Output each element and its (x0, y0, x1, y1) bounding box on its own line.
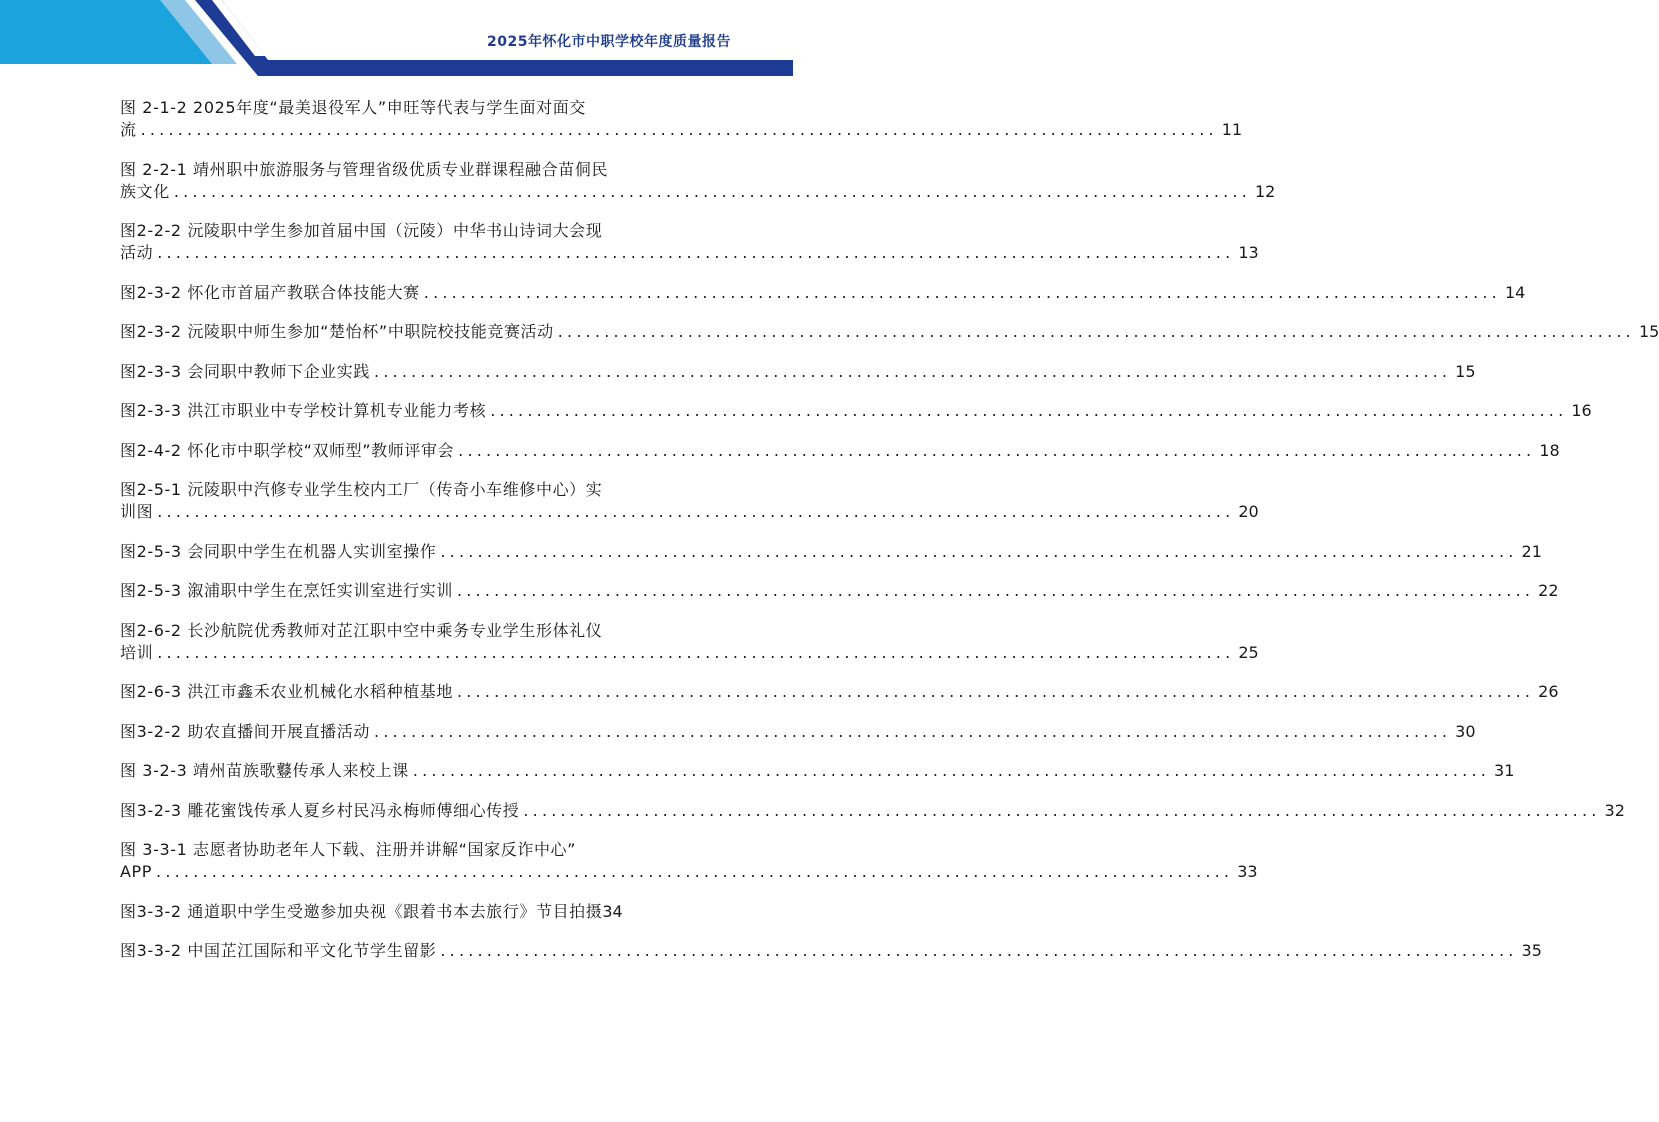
toc-entry-text: 图 3-2-3 靖州苗族歌鼟传承人来校上课 (120, 761, 409, 780)
toc-entry-text: 图2-5-3 会同职中学生在机器人实训室操作 (120, 541, 437, 561)
toc-leader-dots: .................................................................................................................... (157, 642, 1235, 662)
toc-entry[interactable] (120, 361, 1476, 383)
toc-page-number: 31 (1494, 761, 1515, 780)
toc-entry-text: 培训 (120, 642, 154, 662)
toc-entry-text: 图2-4-2 怀化市中职学校“双师型”教师评审会 (120, 440, 455, 460)
toc-leader-dots: .................................................................................................................... (440, 541, 1518, 561)
toc-page-number: 21 (1521, 541, 1542, 561)
toc-entry[interactable] (120, 620, 1259, 664)
toc-page-number: 30 (1455, 721, 1476, 741)
page-header (0, 0, 793, 80)
toc-entry-text: 训图 (120, 502, 154, 521)
toc-page-number: 35 (1521, 941, 1542, 960)
toc-entry[interactable] (120, 541, 1542, 563)
toc-entry[interactable] (120, 681, 1559, 703)
toc-entry-line1: 图 2-1-2 2025年度“最美退役军人”申旺等代表与学生面对面交 (120, 98, 586, 117)
toc-leader-dots: .................................................................................................................... (412, 761, 1491, 780)
toc-entry-text: 流 (120, 120, 137, 139)
toc-page-number: 32 (1604, 800, 1625, 820)
toc-leader-dots: .................................................................................................................... (373, 361, 1452, 381)
toc-page-number: 12 (1254, 181, 1276, 201)
toc-leader-dots: .................................................................................................................... (523, 800, 1601, 820)
toc-entry-text: 图2-3-3 洪江市职业中专学校计算机专业能力考核 (120, 401, 487, 420)
toc-entry-text: 族文化 (120, 181, 170, 201)
toc-entry-line1: 图2-5-1 沅陵职中汽修专业学生校内工厂（传奇小车维修中心）实 (120, 480, 603, 499)
toc-leader-dots: .................................................................................................................... (456, 581, 1535, 600)
toc-page-number: 20 (1238, 502, 1259, 521)
toc-entry[interactable] (120, 479, 1259, 523)
toc-entry-text: 活动 (120, 243, 154, 262)
toc-page-number: 33 (1237, 862, 1258, 881)
toc-page-number: 25 (1238, 642, 1259, 662)
toc-page-number: 16 (1571, 401, 1592, 420)
toc-entry-line1: 图2-2-2 沅陵职中学生参加首届中国（沅陵）中华书山诗词大会现 (120, 221, 603, 240)
toc-page-number: 11 (1221, 120, 1243, 139)
toc-entry[interactable] (120, 440, 1560, 462)
toc-entry-text: APP (120, 862, 153, 881)
toc-entry-line1: 图2-6-2 长沙航院优秀教师对芷江职中空中乘务专业学生形体礼仪 (120, 620, 603, 640)
toc-entry-text: 图3-3-2 中国芷江国际和平文化节学生留影 (120, 941, 437, 960)
toc-leader-dots: .................................................................................................................... (173, 181, 1251, 201)
toc-entry[interactable] (120, 282, 1526, 304)
toc-entry-line1: 图 2-2-1 靖州职中旅游服务与管理省级优质专业群课程融合苗侗民 (120, 159, 609, 179)
toc-leader-dots: .................................................................................................................... (458, 440, 1536, 460)
toc-entry[interactable] (120, 400, 1592, 422)
toc-entry[interactable] (120, 901, 677, 923)
toc-page-number: 18 (1539, 440, 1560, 460)
toc-entry-text: 图2-3-2 怀化市首届产教联合体技能大赛 (120, 282, 420, 302)
toc-leader-dots: .................................................................................................................... (423, 282, 1501, 302)
toc-entry-text: 图2-6-3 洪江市鑫禾农业机械化水稻种植基地 (120, 682, 453, 701)
toc-leader-dots: .................................................................................................................... (456, 682, 1535, 701)
toc-leader-dots: .................................................................................................................... (440, 941, 1518, 960)
toc-entry-text: 图2-3-3 会同职中教师下企业实践 (120, 361, 370, 381)
report-title: 2025年怀化市中职学校年度质量报告 (487, 34, 731, 50)
toc-leader-dots: .................................................................................................................... (557, 322, 1635, 341)
toc-entry[interactable] (120, 760, 1515, 782)
toc-page-number: 34 (602, 901, 623, 921)
toc-entry[interactable] (120, 800, 1625, 822)
toc-entry[interactable] (120, 580, 1559, 602)
toc-page-number: 14 (1504, 282, 1526, 302)
toc-leader-dots: .................................................................................................................... (373, 721, 1452, 741)
toc-leader-dots: .................................................................................................................... (157, 502, 1235, 521)
toc-entry[interactable] (120, 940, 1542, 962)
toc-entry-text: 图2-5-3 溆浦职中学生在烹饪实训室进行实训 (120, 581, 453, 600)
toc-entry-text: 图3-3-2 通道职中学生受邀参加央视《跟着书本去旅行》节目拍摄 (120, 901, 603, 921)
toc-page-number: 26 (1538, 682, 1559, 701)
toc-entry[interactable] (120, 220, 1259, 264)
toc-leader-dots: .................................................................................................................... (490, 401, 1568, 420)
toc-entry[interactable] (120, 159, 1276, 203)
toc-entry-line1: 图 3-3-1 志愿者协助老年人下载、注册并讲解“国家反诈中心” (120, 840, 577, 859)
toc-leader-dots: .................................................................................................................... (156, 862, 1234, 881)
toc-entry[interactable] (120, 721, 1476, 743)
toc-page-number: 15 (1455, 361, 1476, 381)
toc-entry-text: 图3-2-3 雕花蜜饯传承人夏乡村民冯永梅师傅细心传授 (120, 800, 520, 820)
toc-entry[interactable] (120, 97, 1243, 141)
toc-leader-dots: .................................................................................................................... (140, 120, 1218, 139)
toc-entry[interactable] (120, 321, 1659, 343)
toc-page-number: 15 (1638, 322, 1659, 341)
toc-entry-text: 图2-3-2 沅陵职中师生参加“楚怡杯”中职院校技能竞赛活动 (120, 322, 554, 341)
toc-entry-text: 图3-2-2 助农直播间开展直播活动 (120, 721, 370, 741)
toc-page-number: 13 (1238, 243, 1259, 262)
toc-leader-dots: .................................................................................................................... (157, 243, 1235, 262)
toc-entry[interactable] (120, 839, 1258, 883)
figure-list (120, 97, 1659, 980)
toc-page-number: 22 (1538, 581, 1559, 600)
